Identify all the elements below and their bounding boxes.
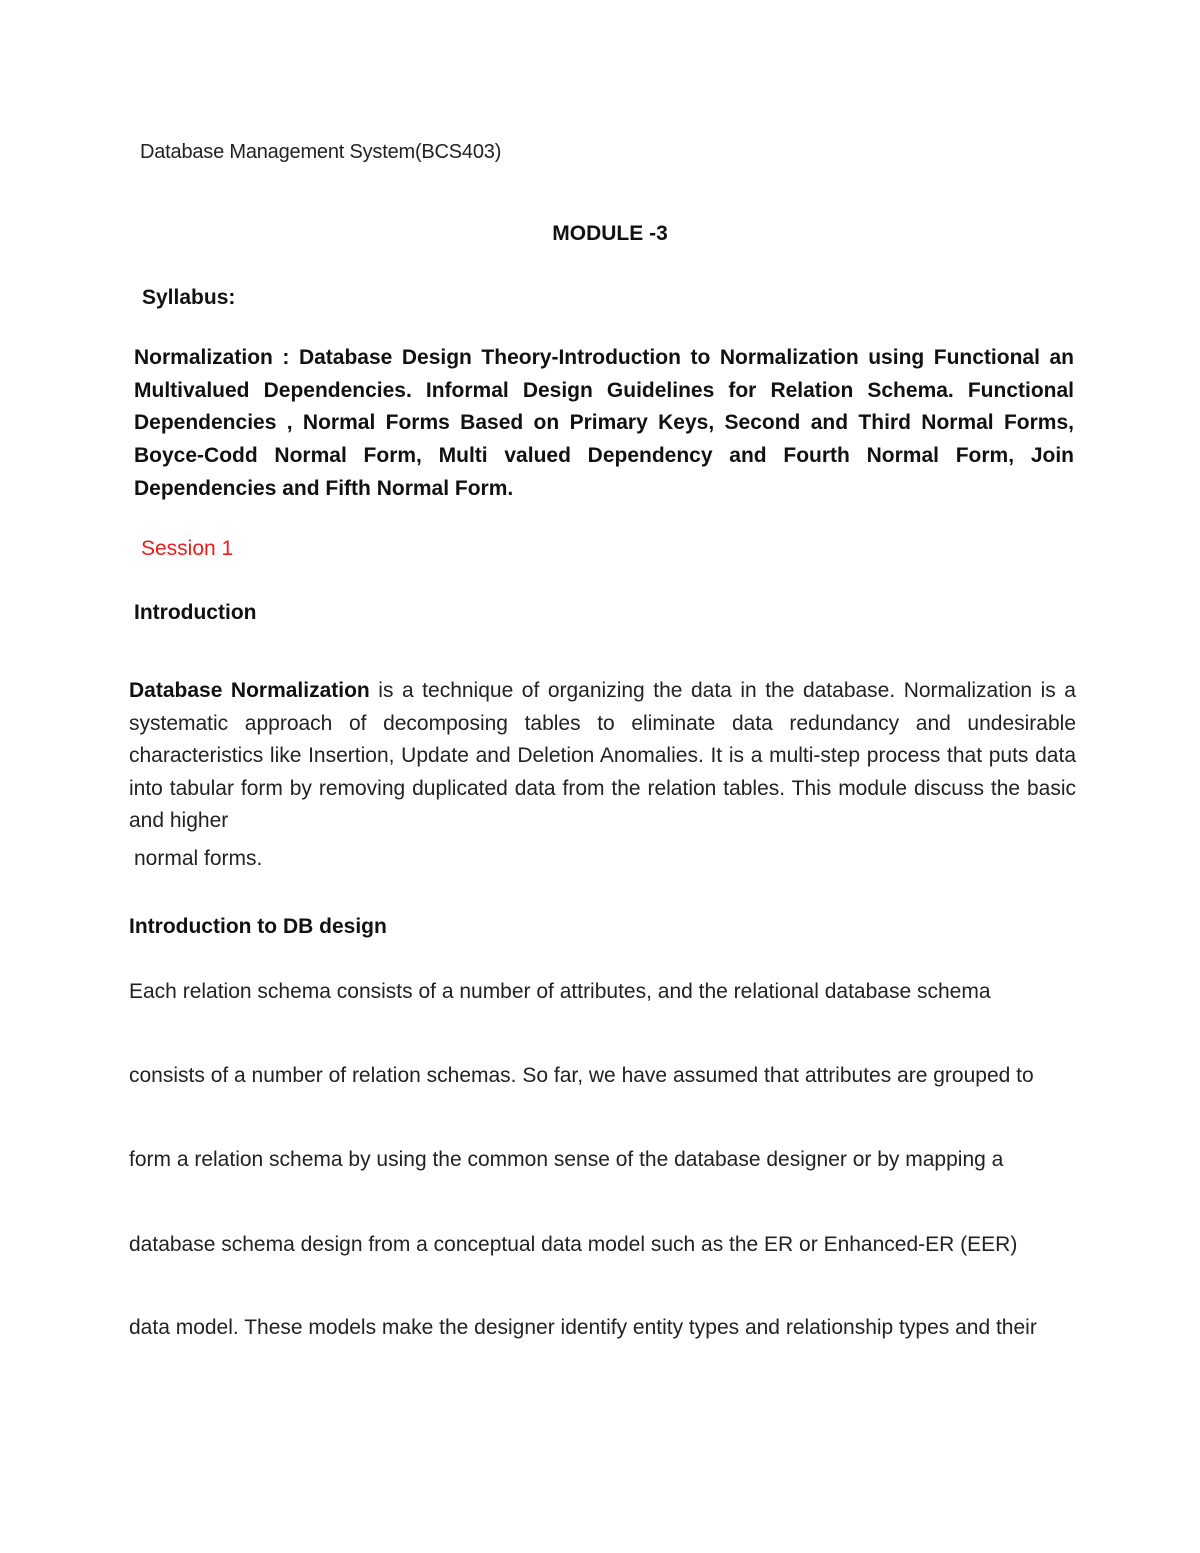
db-design-paragraph: consists of a number of relation schemas. So far, we have assumed that attributes are grouped to bbox=[129, 1064, 1034, 1087]
db-design-paragraph: database schema design from a conceptual data model such as the ER or Enhanced-ER (EER) bbox=[129, 1233, 1018, 1256]
db-design-paragraph: form a relation schema by using the common sense of the database designer or by mapping a bbox=[129, 1148, 1004, 1171]
introduction-trailing-line: normal forms. bbox=[134, 847, 263, 870]
introduction-body: is a technique of organizing the data in the database. Normalization is a systematic approach of decomposing tables to eliminate data redundancy and undesirable characteristics like Insertion, Update and Deletion Anomalies. It is a multi-step process that puts data into tabular form by removing duplicated data from the relation tables. This module discuss the basic and higher bbox=[129, 679, 1076, 833]
syllabus-text: Normalization : Database Design Theory-Introduction to Normalization using Functional an Multivalued Dependencies. Informal Design Guidelines for Relation Schema. Functional Dependencies , Normal Forms Based on Primary Keys, Second and Third Normal Forms, Boyce-Codd Normal Form, Multi valued Dependency and Fourth Normal Form, Join Dependencies and Fifth Normal Form. bbox=[134, 346, 1074, 500]
course-header: Database Management System(BCS403) bbox=[140, 141, 502, 163]
syllabus-label: Syllabus: bbox=[142, 286, 236, 309]
session-label: Session 1 bbox=[141, 537, 234, 560]
db-design-paragraph: data model. These models make the designer identify entity types and relationship types and their bbox=[129, 1316, 1037, 1339]
db-design-paragraph: Each relation schema consists of a number of attributes, and the relational database schema bbox=[129, 980, 991, 1003]
introduction-heading: Introduction bbox=[134, 601, 257, 624]
db-design-heading: Introduction to DB design bbox=[129, 915, 387, 938]
introduction-lead-term: Database Normalization bbox=[129, 679, 370, 702]
introduction-paragraph bbox=[129, 675, 1076, 838]
module-title: MODULE -3 bbox=[552, 222, 668, 245]
